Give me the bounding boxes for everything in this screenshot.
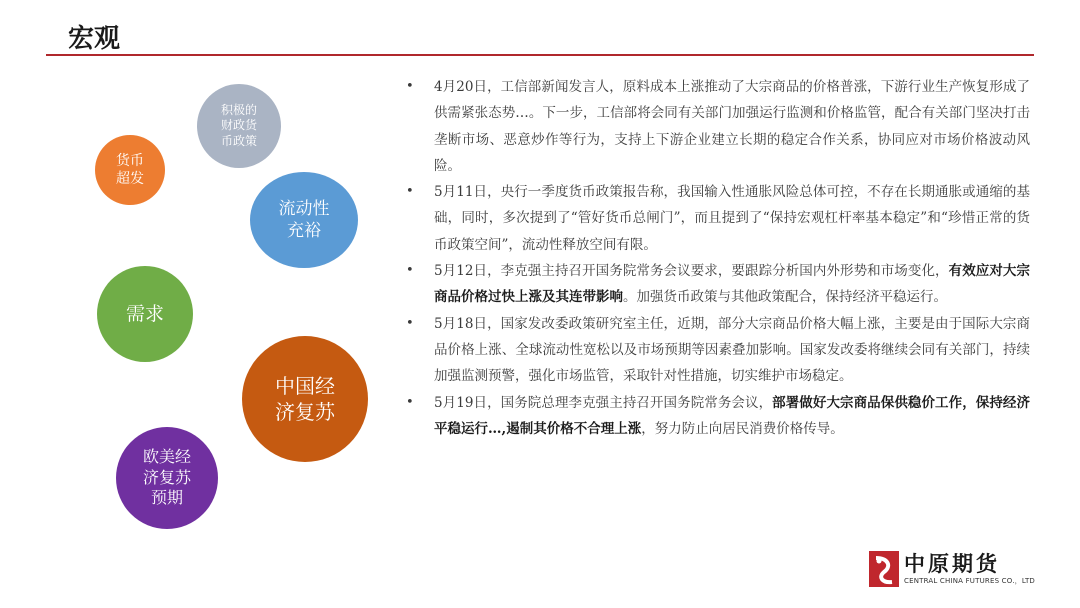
news-bullet-item <box>406 74 1030 179</box>
bullet-dot: • <box>406 394 414 410</box>
bubble-fiscal-policy-label: 积极的 财政货 币政策 <box>220 102 257 148</box>
bubble-demand <box>97 266 193 362</box>
bubble-china-label: 中国经 济复苏 <box>275 374 335 424</box>
logo-mark-icon <box>868 550 900 588</box>
news-bullet-list <box>406 74 1030 442</box>
news-bullet-item <box>406 390 1030 443</box>
bullet-text: 5月11日，央行一季度货币政策报告称，我国输入性通胀风险总体可控，不存在长期通胀或通缩的基础，同时，多次提到了“管好货币总闸门”，而且提到了“保持宏观杠杆率基本稳定”和“珍惜正常的货币政策空间”，流动性释放空间有限。 <box>434 184 1030 253</box>
bullet-dot: • <box>406 184 414 200</box>
news-bullet-item <box>406 311 1030 390</box>
bubble-demand-label: 需求 <box>125 302 164 325</box>
bullet-text: ，努力防止向居民消费价格传导。 <box>641 420 844 437</box>
bullet-text: 。加强货币政策与其他政策配合，保持经济平稳运行。 <box>623 289 947 306</box>
title-divider <box>46 54 1034 56</box>
bullet-dot: • <box>406 79 414 94</box>
bullet-text: 5月12日，李克强主持召开国务院常务会议要求，要跟踪分析国内外形势和市场变化， <box>434 263 949 280</box>
bubble-liquidity-label: 流动性 充裕 <box>278 198 330 241</box>
bubble-fiscal-policy <box>197 84 281 168</box>
company-logo <box>868 548 1036 590</box>
page-title: 宏观 <box>68 24 121 54</box>
logo-subtitle: CENTRAL CHINA FUTURES CO.，LTD <box>904 577 1036 585</box>
bubble-china-recovery <box>242 336 368 462</box>
news-bullet-item <box>406 179 1030 258</box>
bubble-currency-label: 货币 超发 <box>116 152 144 187</box>
bubble-currency-oversupply <box>95 135 165 205</box>
bullet-text: 5月18日，国家发改委政策研究室主任，近期，部分大宗商品价格大幅上涨，主要是由于国际大宗商品价格上涨、全球流动性宽松以及市场预期等因素叠加影响。国家发改委将继续会同有关部门，持续加强监测预警，强化市场监管，采取针对性措施，切实维护市场稳定。 <box>434 315 1030 385</box>
bubble-liquidity <box>250 172 358 268</box>
news-bullet-item <box>406 258 1030 311</box>
bullet-emphasis-text: 有效应对大宗商品价格过快上涨及其连带影响 <box>434 263 1030 306</box>
bubble-west-recovery <box>116 427 218 529</box>
bullet-text: 4月20日，工信部新闻发言人，原料成本上涨推动了大宗商品的价格普涨，下游行业生产恢复形成了供需紧张态势…。下一步，工信部将会同有关部门加强运行监测和价格监管，配合有关部门坚决打击垄断市场、恶意炒作等行为，支持上下游企业建立长期的稳定合作关系，协同应对市场价格波动风险。 <box>434 79 1030 174</box>
bullet-emphasis-text: 部署做好大宗商品保供稳价工作，保持经济平稳运行…,遏制其价格不合理上涨 <box>434 394 1030 437</box>
bullet-dot: • <box>406 263 414 279</box>
bubble-west-label: 欧美经 济复苏 预期 <box>142 446 191 508</box>
logo-name: 中原期货 <box>904 551 1000 576</box>
bullet-dot: • <box>406 315 414 331</box>
bullet-text: 5月19日，国务院总理李克强主持召开国务院常务会议， <box>434 394 773 411</box>
